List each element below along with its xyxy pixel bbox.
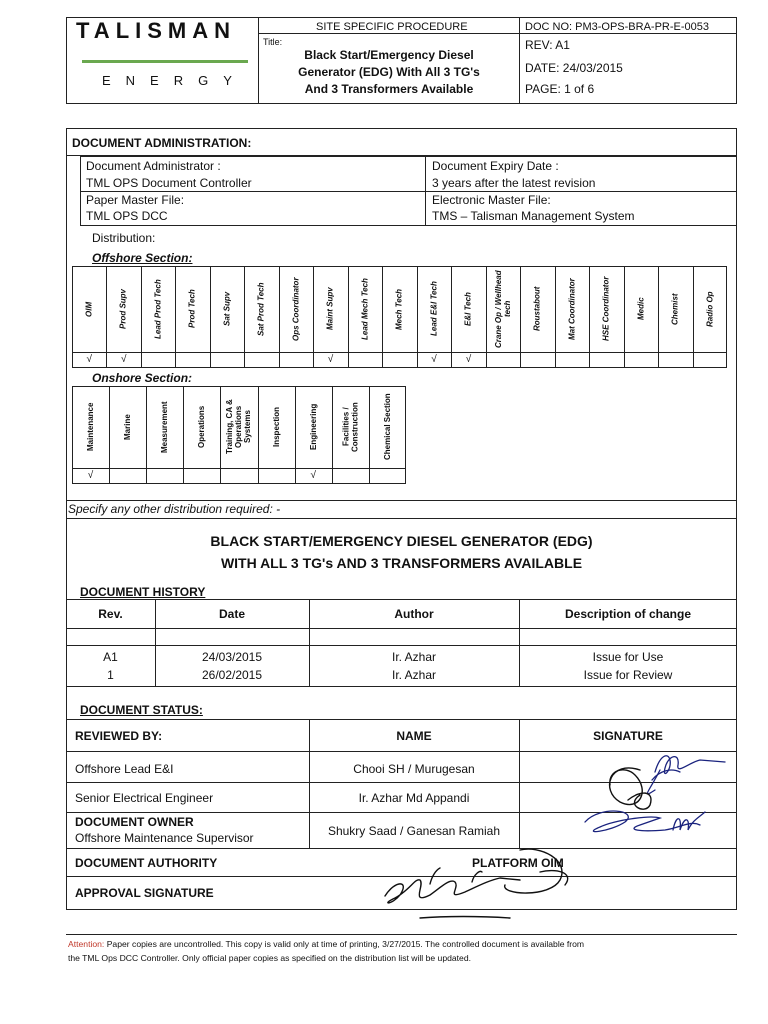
logo-green-line <box>82 60 248 63</box>
reviewed-by-header: REVIEWED BY: <box>75 729 163 743</box>
signature-header: SIGNATURE <box>593 729 663 743</box>
history-header-description: Description of change <box>564 607 692 621</box>
electronic-master-label: Electronic Master File: <box>432 193 551 207</box>
offshore-recipient-label: Sat Prod Tech <box>257 282 267 336</box>
history-row-description: Issue for Review <box>583 668 673 682</box>
history-row-author: Ir. Azhar <box>391 668 437 682</box>
offshore-recipient-label: Lead E&I Tech <box>429 281 439 337</box>
offshore-recipient-label: Ops Coordinator <box>291 277 301 341</box>
title-label: Title: <box>263 37 283 47</box>
attention-label: Attention: <box>68 939 105 949</box>
history-row-date: 24/03/2015 <box>201 650 263 664</box>
page-number: PAGE: 1 of 6 <box>525 82 595 96</box>
history-row-author: Ir. Azhar <box>391 650 437 664</box>
offshore-recipient-label: HSE Coordinator <box>601 276 611 342</box>
onshore-recipient-label: Maintenance <box>86 402 96 452</box>
owner-label: DOCUMENT OWNER <box>75 815 194 829</box>
paper-master-label: Paper Master File: <box>86 193 185 207</box>
owner-name: Shukry Saad / Ganesan Ramiah <box>327 824 501 838</box>
offshore-recipient-label: Radio Op <box>705 291 715 327</box>
onshore-label: Onshore Section: <box>92 371 193 385</box>
history-header-rev: Rev. <box>98 607 123 621</box>
date: DATE: 24/03/2015 <box>525 61 623 75</box>
onshore-recipient-label: Chemical Section <box>382 393 392 461</box>
distribution-label: Distribution: <box>92 231 156 245</box>
onshore-recipient-label: Measurement <box>160 401 170 453</box>
revision: REV: A1 <box>525 38 570 52</box>
logo-subtitle: ENERGY <box>102 73 247 88</box>
offshore-tick: √ <box>465 354 472 365</box>
authority-label: DOCUMENT AUTHORITY <box>75 856 218 870</box>
offshore-recipient-label: OIM <box>84 301 94 317</box>
offshore-recipient-label: E&I Tech <box>463 292 473 326</box>
status-heading: DOCUMENT STATUS: <box>80 703 203 717</box>
reviewer-name: Chooi SH / Murugesan <box>353 762 475 776</box>
offshore-recipient-label: Sat Supv <box>222 291 232 327</box>
main-title: BLACK START/EMERGENCY DIESEL GENERATOR (EDG) WITH ALL 3 TG's AND 3 TRANSFORMERS AVAILABLE <box>210 533 593 571</box>
admin-heading: DOCUMENT ADMINISTRATION: <box>72 136 252 150</box>
history-row-description: Issue for Use <box>592 650 664 664</box>
name-header: NAME <box>396 729 432 743</box>
company-logo: TALISMAN <box>76 18 237 43</box>
offshore-recipient-label: Chemist <box>670 293 680 325</box>
history-row-rev: 1 <box>107 668 114 682</box>
specify-other-distribution: Specify any other distribution required: - <box>68 502 281 516</box>
offshore-recipient-label: Prod Tech <box>188 289 198 329</box>
onshore-tick: √ <box>310 470 316 481</box>
reviewer-role: Offshore Lead E&I <box>75 762 174 776</box>
footer-note: Attention: Paper copies are uncontrolled. This copy is valid only at time of printing, 3/27/2015. The controlled document is available from the TML Ops DCC Controller. Only official paper copies as specified on the distribution list will be updated. <box>68 939 585 963</box>
doc-admin-value: TML OPS Document Controller <box>86 176 252 190</box>
doc-admin-label: Document Administrator : <box>86 159 221 173</box>
onshore-recipient-label: Facilities / Construction <box>341 402 360 452</box>
offshore-recipient-label: Maint Supv <box>326 287 336 331</box>
electronic-master-value: TMS – Talisman Management System <box>432 209 635 223</box>
offshore-recipient-label: Lead Prod Tech <box>153 279 163 339</box>
onshore-tick: √ <box>87 470 94 481</box>
reviewer-role: Senior Electrical Engineer <box>75 791 214 805</box>
history-heading: DOCUMENT HISTORY <box>80 585 206 599</box>
offshore-label: Offshore Section: <box>92 251 193 265</box>
onshore-recipient-label: Inspection <box>271 407 281 448</box>
owner-role: Offshore Maintenance Supervisor <box>75 831 254 845</box>
offshore-tick: √ <box>120 354 127 365</box>
offshore-recipient-label: Lead Mech Tech <box>360 278 370 340</box>
document-title: Black Start/Emergency Diesel Generator (EDG) With All 3 TG's And 3 Transformers Available <box>298 48 480 96</box>
history-row-rev: A1 <box>103 650 118 664</box>
expiry-value: 3 years after the latest revision <box>432 176 596 190</box>
approval-label: APPROVAL SIGNATURE <box>75 886 214 900</box>
onshore-recipient-label: Training, CA & Operations Systems <box>225 399 253 455</box>
onshore-recipient-label: Marine <box>123 414 133 440</box>
history-header-date: Date <box>218 607 245 621</box>
offshore-recipient-label: Medic <box>636 297 646 321</box>
offshore-tick: √ <box>86 354 92 365</box>
onshore-recipient-label: Engineering <box>308 403 318 451</box>
offshore-tick: √ <box>327 354 334 365</box>
offshore-tick: √ <box>431 354 437 365</box>
expiry-label: Document Expiry Date : <box>432 159 559 173</box>
paper-master-value: TML OPS DCC <box>86 209 168 223</box>
offshore-recipient-label: Roustabout <box>532 286 542 332</box>
offshore-recipient-label: Mech Tech <box>394 288 404 330</box>
reviewer-name: Ir. Azhar Md Appandi <box>358 791 470 805</box>
authority-value: PLATFORM OIM <box>472 856 564 870</box>
history-header-author: Author <box>394 607 434 621</box>
offshore-recipient-label: Crane Op / Wellhead tech <box>493 270 512 348</box>
offshore-recipient-label: Mat Coordinator <box>567 278 577 340</box>
offshore-recipient-label: Prod Supv <box>119 289 129 330</box>
procedure-type: SITE SPECIFIC PROCEDURE <box>316 21 468 33</box>
history-row-date: 26/02/2015 <box>201 668 263 682</box>
doc-number: DOC NO: PM3-OPS-BRA-PR-E-0053 <box>525 21 709 33</box>
onshore-recipient-label: Operations <box>197 405 207 449</box>
